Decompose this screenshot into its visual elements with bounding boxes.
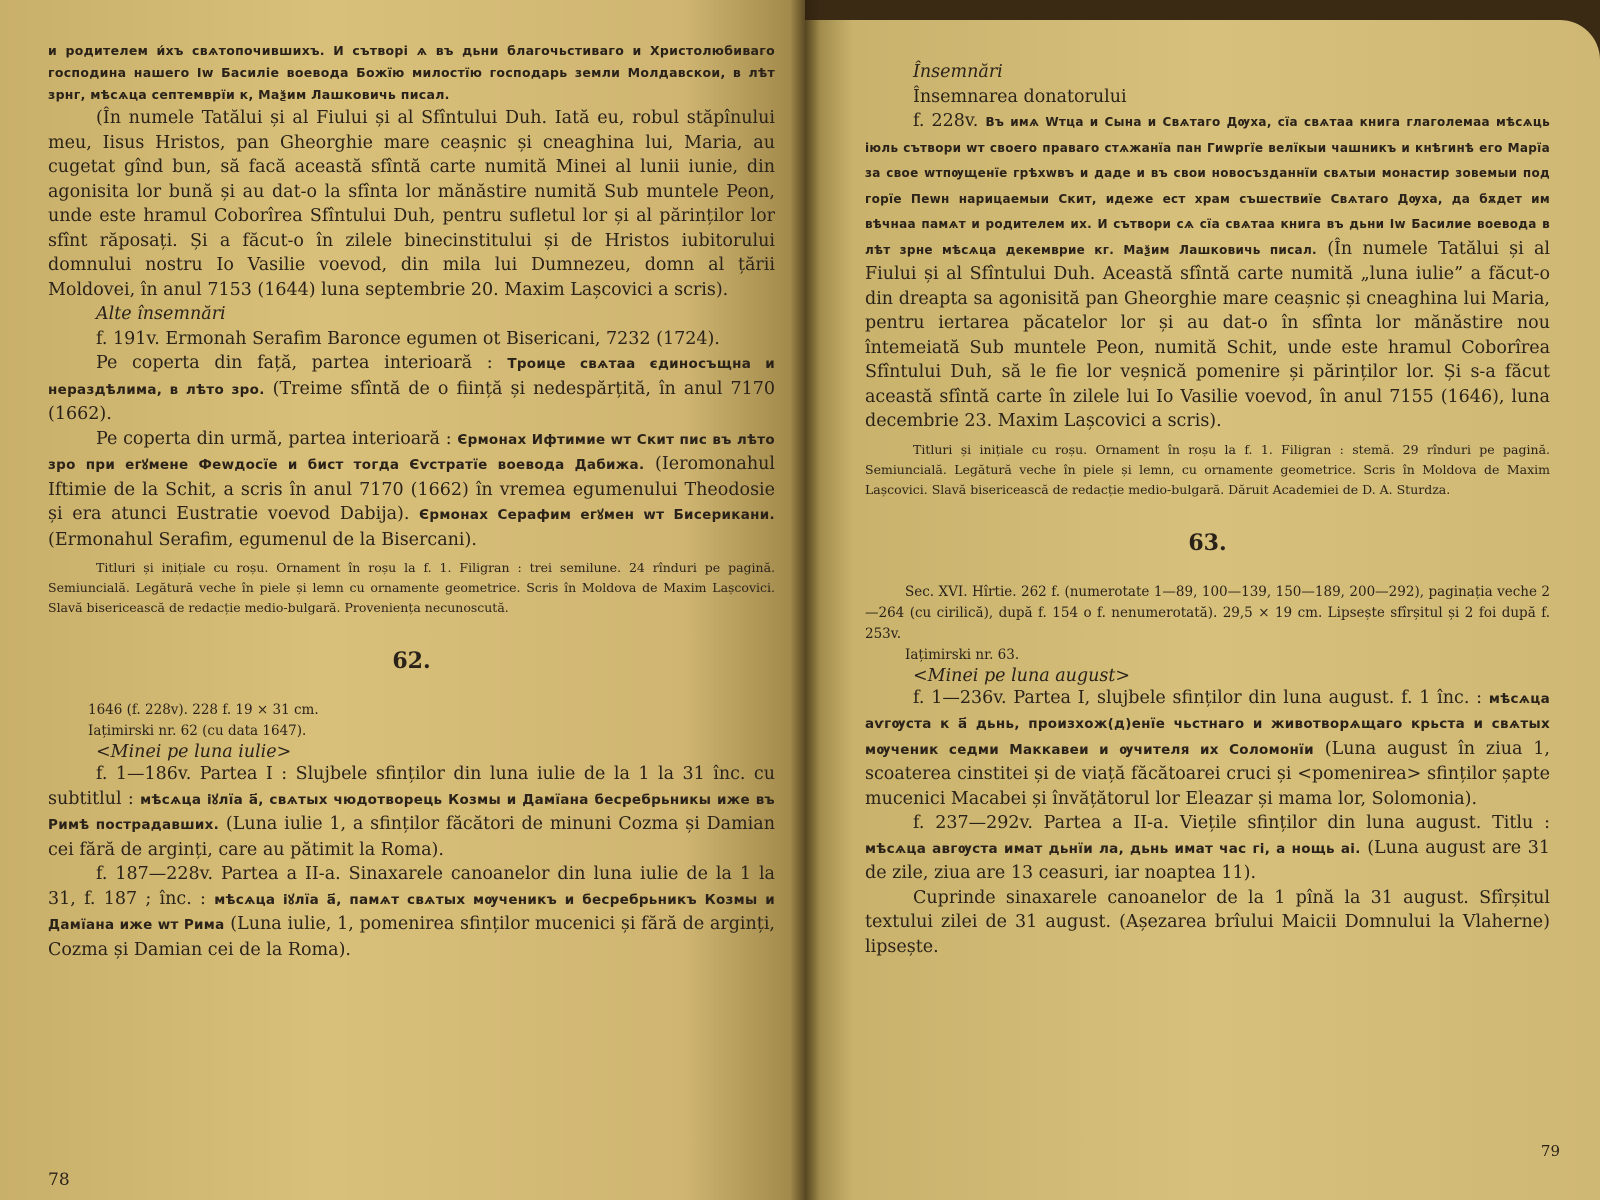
left-paragraph-3 xyxy=(48,351,775,427)
meta-63-line-2: Iațimirski nr. 63. xyxy=(905,646,1020,663)
right-paragraph-3 xyxy=(865,811,1550,886)
left-p6-a: f. 187—228v. Partea a II-a. Sinaxarele canoanelor din luna iulie de la 1 la 31, f. 187 ; înc. : xyxy=(48,864,775,909)
entry-heading-63: 63. xyxy=(1188,529,1227,556)
left-p3-slavonic: Троице свѧтаа єдиносъщна и нераздѣлима, в лѣто зро. xyxy=(48,356,775,398)
right-p3-a: f. 237—292v. Partea a II-a. Viețile sfinților din luna august. Titlu : xyxy=(913,813,1550,833)
right-p2-a: f. 1—236v. Partea I, slujbele sfinților din luna august. f. 1 înc. : xyxy=(913,687,1483,708)
left-p4-slavonic-2: Єрмонах Серафим егꙋмен wт Бисерикани. xyxy=(419,507,775,523)
right-donator-heading: Însemnarea donatorului xyxy=(913,86,1127,107)
right-small-note: Titluri și inițiale cu roșu. Ornament în roșu la f. 1. Filigran : stemă. 29 rînduri pe pagină. Semiuncială. Legătură veche în piele și lemn, cu ornamente geometrice. Scris în Moldova de Maxim Lașcovici. Slavă bisericească de redacție medio-bulgară. Dăruit Academiei de D. A. Sturdza. xyxy=(865,441,1550,497)
left-p6-b: (Luna iulie, 1, pomenirea sfinților mucenici și fără de arginți, Cozma și Damian cei de la Roma). xyxy=(48,914,775,960)
title-62: <Minei pe luna iulie> xyxy=(96,742,292,762)
meta-63-line-1: Sec. XVI. Hîrtie. 262 f. (numerotate 1—89, 100—139, 150—189, 200—292), paginația veche 2—264 (cu cirilică), după f. 154 o f. nenumerotată). 29,5 × 19 cm. Lipsește sfîrșitul și 2 foi după f. 253v. xyxy=(865,583,1550,642)
right-p3-slavonic: мѣсѧца авгѹста имат дьнїи ла, дьнь имат час гі, а нощь аі. xyxy=(865,840,1361,857)
title-63: <Minei pe luna august> xyxy=(913,665,1131,686)
right-p2-slavonic: мѣсѧца аѵгѹста к а҃ дьнь, произхож(д)енїе чьстнаго и животворѧщаго крьста и свѧтых мѹченик седми Маккавеи и ѹчителя их Соломонїи xyxy=(865,690,1550,758)
right-p1-a: f. 228v. xyxy=(913,111,979,131)
right-p1-slavonic: Въ имѧ Wтца и Сына и Свѧтаго Дѹха, сїа свѧтаа книга глаголемаа мѣсѧць іюль сътвори wт своего праваго стѧжанїа пан Гиwргїе велїкыи чашникъ и кнѣгинѣ его Марїа за свое wтпѹщенїе грѣхwвъ и даде и въ свои новосъзданнїи свѧтыи монастир зовемыи под горїе Пеwн нарицаемыи Скит, идеже ест храм съшествиїе Свѧтаго Дѹха, да бѫдет им вѣчнаа памѧт и родителем их. И сътвори сѧ сїа свѧтаа книга въ дьни Iw Басилие воевода в лѣт зрне мѣсѧца декемврие кг. Маѯим Лашковичь писал. xyxy=(865,115,1550,257)
right-page xyxy=(805,20,1600,1200)
right-p3-b: (Luna august are 31 de zile, ziua are 13 ceasuri, iar noaptea 11). xyxy=(865,837,1550,883)
left-p3-a: Pe coperta din față, partea interioară : xyxy=(96,353,493,373)
right-paragraph-1 xyxy=(865,109,1550,434)
left-p5-b: (Luna iulie 1, a sfinților făcători de minuni Cozma și Damian cei fără de arginți, care au pătimit la Roma). xyxy=(48,814,775,860)
left-p4-slavonic: Єрмонах Ифтимие wт Скит пис въ лѣто зро при егꙋмене Феwдосїе и бист тогда Єѵстратїе воевода Дабижа. xyxy=(48,431,775,473)
meta-62-line-2: Iațimirski nr. 62 (cu data 1647). xyxy=(88,723,307,739)
left-alte-heading: Alte însemnări xyxy=(96,304,226,324)
left-p5-slavonic: мѣсѧца iꙋлїа а҃, свѧтых чюдотворець Козмы и Дамїана бесребрьникы иже въ Римѣ пострадавших. xyxy=(48,791,775,833)
left-p4-c: (Ermonahul Serafim, egumenul de la Bisercani). xyxy=(48,529,477,550)
left-paragraph-4 xyxy=(48,427,775,553)
left-intro-slavonic: и родителем и́хъ свѧтопочившихъ. И сътворі ѧ въ дьни благочьстиваго и Христолюбиваго господина нашего Iw Басиліе воевода Божїю милостїю господарь земли Молдавскои, в лѣт зрнг, мѣсѧца септемврїи к, Маѯим Лашковичь писал. xyxy=(48,43,775,102)
right-p1-b: (În numele Tatălui și al Fiului și al Sfîntului Duh. Această sfîntă carte numită „luna iulie” a făcut-o din dreapta sa agonisită pan Gheorghie mare ceașnic și cneaghina lui Maria, pentru iertarea păcatelor lor și au dat-o în sfînta lor mănăstire nou întemeiată Sub muntele Peon, numită Schit, unde este hramul Coborîrea Sfîntului Duh, să le fie lor veșnică pomenire și părinților lor. Și s-a făcut această sfîntă carte în zilele lui Io Vasilie voevod, în anul 7155 (1646), luna decembrie 23. Maxim Lașcovici a scris). xyxy=(865,238,1550,431)
left-p5-a: f. 1—186v. Partea I : Slujbele sfinților din luna iulie de la 1 la 31 înc. cu subtitlul : xyxy=(48,764,775,809)
right-insemnari-heading: Însemnări xyxy=(913,62,1003,82)
left-p4-a: Pe coperta din urmă, partea interioară : xyxy=(96,428,452,449)
meta-62-line-1: 1646 (f. 228v). 228 f. 19 × 31 cm. xyxy=(88,702,319,718)
left-p6-slavonic: мѣсѧца iꙋлїа а҃, памѧт свѧтых мѹченикъ и бесребрьникъ Козмы и Дамїана иже wт Рима xyxy=(48,891,775,933)
right-p2-b: (Luna august în ziua 1, scoaterea cinstitei și de viață făcătoarei cruci și <pomenirea> sfinților șapte mucenici Macabei și învățătorul lor Eleazar și mama lor, Solomonia). xyxy=(865,738,1550,809)
left-paragraph-6 xyxy=(48,862,775,962)
right-page-number: 79 xyxy=(1540,1142,1560,1160)
left-paragraph-2: f. 191v. Ermonah Serafim Baronce egumen ot Bisericani, 7232 (1724). xyxy=(96,328,720,349)
left-paragraph-1: (În numele Tatălui și al Fiului și al Sfîntului Duh. Iată eu, robul stăpînului meu, Iisus Hristos, pan Gheorghie mare ceașnic și cneaghina lui, Maria, au cugetat gînd bun, să facă această sfîntă carte numită Minei al lunii iunie, din agonisita lor bună și au dat-o la sfînta lor mănăstire numită Sub muntele Peon, unde este hramul Coborîrea Sfîntului Duh, pentru sufletul lor și al părinților lor sfînt răposați. Și a făcut-o în zilele binecinstitului și de Hristos iubitorului domnului nostru Io Vasilie voevod, din mila lui Dumnezeu, domn al țării Moldovei, în anul 7153 (1644) luna septembrie 20. Maxim Lașcovici a scris). xyxy=(48,108,775,300)
right-paragraph-2 xyxy=(865,686,1550,812)
left-small-note: Titluri și inițiale cu roșu. Ornament în roșu la f. 1. Filigran : trei semilune. 24 rînduri pe pagină. Semiuncială. Legătură veche în piele și lemn cu ornamente geometrice. Scris în Moldova de Maxim Lașcovici. Slavă bisericească de redacție medio-bulgară. Proveniența necunoscută. xyxy=(48,560,775,615)
left-page-number: 78 xyxy=(48,1170,70,1190)
entry-heading-62: 62. xyxy=(392,648,431,674)
left-paragraph-5 xyxy=(48,762,775,862)
left-p3-b: (Treime sfîntă de o ființă și nedespărțită, în anul 7170 (1662). xyxy=(48,378,775,424)
left-p4-b: (Ieromonahul Iftimie de la Schit, a scris în anul 7170 (1662) în vremea egumenului Theodosie și era atunci Eustratie voevod Dabija). xyxy=(48,454,775,524)
right-paragraph-4: Cuprinde sinaxarele canoanelor de la 1 pînă la 31 august. Sfîrșitul textului zilei de 31 august. (Așezarea brîului Maicii Domnului la Vlaherne) lipsește. xyxy=(865,887,1550,957)
